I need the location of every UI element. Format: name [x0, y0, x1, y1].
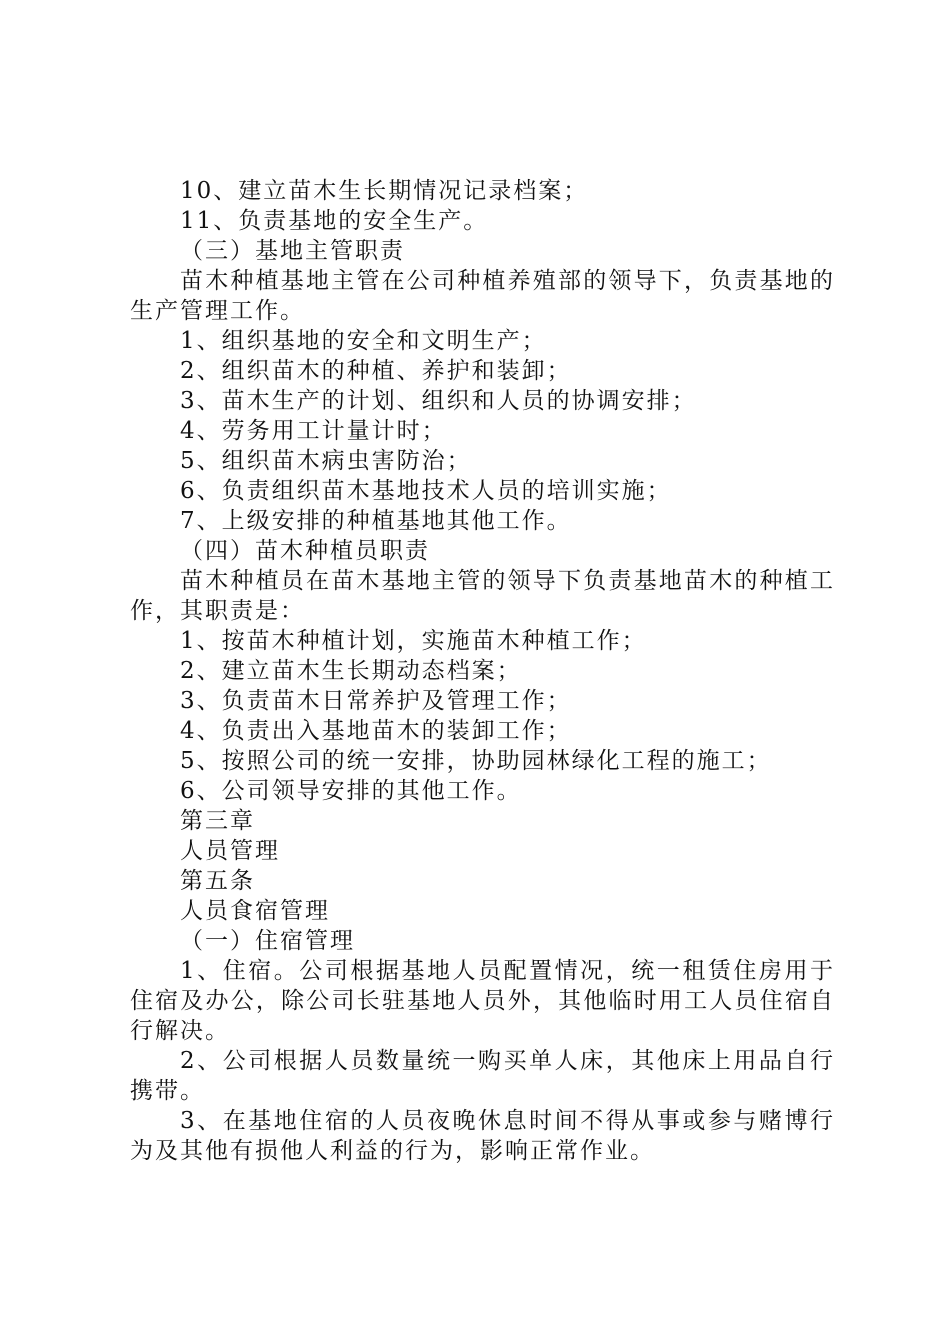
- chapter-title: 人员管理: [180, 838, 280, 864]
- list-item: 4、负责出入基地苗木的装卸工作；: [180, 718, 572, 744]
- list-item: 2、建立苗木生长期动态档案；: [180, 658, 522, 684]
- list-item: 10、建立苗木生长期情况记录档案；: [180, 178, 589, 204]
- chapter-heading: 第三章: [180, 808, 255, 834]
- list-item: 5、组织苗木病虫害防治；: [180, 448, 472, 474]
- list-item: 7、上级安排的种植基地其他工作。: [180, 508, 572, 534]
- list-item: 3、苗木生产的计划、组织和人员的协调安排；: [180, 388, 697, 414]
- section-heading: （一）住宿管理: [180, 928, 355, 954]
- body-paragraph: 苗木种植基地主管在公司种植养殖部的领导下，负责基地的生产管理工作。: [130, 268, 835, 324]
- list-item: 1、组织基地的安全和文明生产；: [180, 328, 547, 354]
- list-item: 6、公司领导安排的其他工作。: [180, 778, 522, 804]
- article-title: 人员食宿管理: [180, 898, 330, 924]
- list-item: 5、按照公司的统一安排，协助园林绿化工程的施工；: [180, 748, 772, 774]
- list-item: 6、负责组织苗木基地技术人员的培训实施；: [180, 478, 672, 504]
- section-heading: （三）基地主管职责: [180, 238, 405, 264]
- list-item: 4、劳务用工计量计时；: [180, 418, 447, 444]
- list-item: 11、负责基地的安全生产。: [180, 208, 489, 234]
- list-item: 1、按苗木种植计划，实施苗木种植工作；: [180, 628, 647, 654]
- list-item: 3、负责苗木日常养护及管理工作；: [180, 688, 572, 714]
- article-heading: 第五条: [180, 868, 255, 894]
- body-paragraph: 3、在基地住宿的人员夜晚休息时间不得从事或参与赌博行为及其他有损他人利益的行为，影响正常作业。: [130, 1108, 835, 1164]
- body-paragraph: 1、住宿。公司根据基地人员配置情况，统一租赁住房用于住宿及办公，除公司长驻基地人员外，其他临时用工人员住宿自行解决。: [130, 958, 835, 1044]
- body-paragraph: 苗木种植员在苗木基地主管的领导下负责基地苗木的种植工作，其职责是：: [130, 568, 835, 624]
- list-item: 2、组织苗木的种植、养护和装卸；: [180, 358, 572, 384]
- body-paragraph: 2、公司根据人员数量统一购买单人床，其他床上用品自行携带。: [130, 1048, 835, 1104]
- section-heading: （四）苗木种植员职责: [180, 538, 430, 564]
- document-body: [130, 176, 835, 1166]
